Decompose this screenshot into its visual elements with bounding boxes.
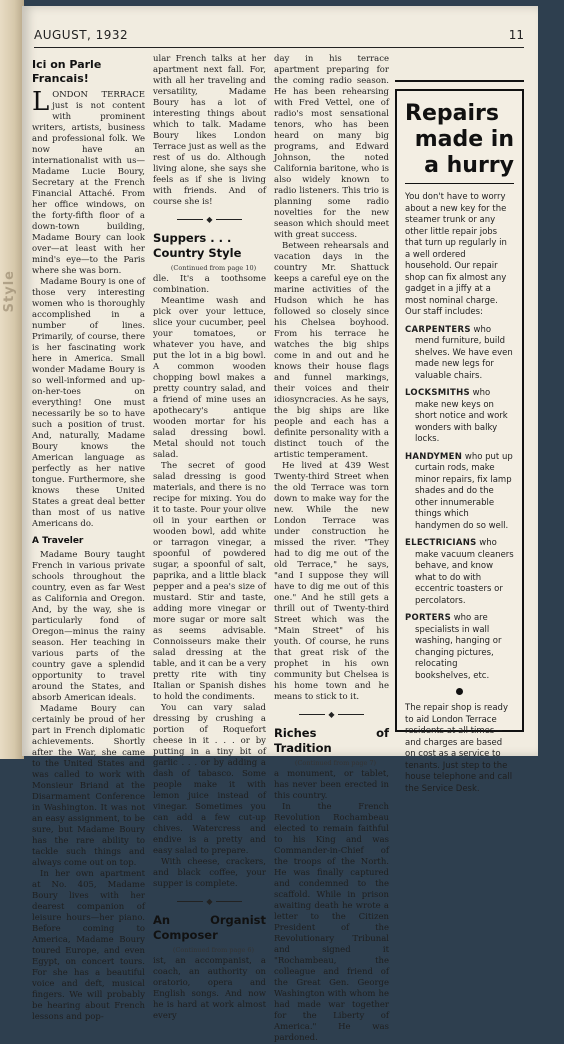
article-paragraph: Madame Boury taught French in various private schools throughout the country, even as far West as California and Oregon. And, by the way, she is particularly fond of Oregon—minus the rainy season. Her teaching in various parts of the country gave a splendid opportunity to travel around the States, and absorb American ideals. — [32, 550, 145, 703]
article-heading-riches: Riches of Tradition — [274, 726, 389, 755]
column-1 — [32, 54, 145, 1022]
article-paragraph: Madame Boury is one of those very interesting women who is thoroughly accomplished in a number of lines. Primarily, of course, there is her fascinating work here in America. Small wonder Madame Boury is so well-informed and up-on-her-toes on everything! One must necessarily be so to have such a position of trust. And, naturally, Madame Boury knows the American language as perfectly as her native tongue. Furthermore, she knows these United States a great deal better than most of us native Americans do. — [32, 277, 145, 529]
ad-intro: You don't have to worry about a new key for the steamer trunk or any other little repair jobs that turn up regularly in a well ordered household. Our repair shop can fix almost any gadget in a jiffy at a most nominal charge. Our staff includes: — [405, 192, 507, 317]
article-paragraph: ist, an accompanist, a coach, an authority on oratorio, opera and English songs. And now he is hard at work almost every — [153, 956, 266, 1021]
article-heading-ici-on-parle — [32, 58, 145, 86]
article-paragraph: You can vary salad dressing by crushing a portion of Roquefort cheese in it . . . or by putting in a tiny bit of garlic . . . or by adding a dash of tabasco. Some people make it with lemon juice instead of vinegar. Sometimes you can add a few cut-up chives. Watercress and endive is a pretty and easy salad to prepare. — [153, 703, 266, 856]
article-paragraph: dle. It's a toothsome combination. — [153, 274, 266, 295]
heading-line: Suppers . . . — [153, 231, 232, 245]
ad-title-line: made in — [414, 127, 514, 152]
article-heading-organist: An Organist Composer — [153, 913, 266, 942]
repairs-advertisement — [395, 89, 524, 794]
page-number: 11 — [508, 28, 524, 42]
ad-service-name: HANDYMEN — [405, 451, 463, 462]
page-header — [34, 18, 524, 46]
magazine-page — [22, 6, 538, 1043]
ad-service-item — [405, 538, 514, 607]
issue-date: AUGUST, 1932 — [34, 28, 129, 42]
spine-text: Style — [2, 270, 17, 313]
drop-cap: L — [32, 87, 50, 117]
ad-service-item — [405, 325, 514, 383]
ad-service-text: who make new keys on short notice and work wonders with balky locks. — [415, 388, 508, 444]
article-paragraph: With cheese, crackers, and black coffee, your supper is complete. — [153, 857, 266, 889]
ad-services-list — [405, 325, 514, 683]
continued-note: (Continued from page 6) — [172, 946, 255, 954]
ad-top-rule — [395, 80, 524, 82]
heading-line: Francais! — [32, 72, 89, 85]
article-paragraph — [32, 87, 145, 277]
ad-service-text: who put up curtain rods, make minor repairs, fix lamp shades and do the other innumerable things which handymen do so well. — [415, 451, 513, 531]
ad-service-name: PORTERS — [405, 613, 451, 623]
article-paragraph: Between rehearsals and vacation days in the country Mr. Shattuck keeps a careful eye on the marine activities of the Hudson which he has followed so closely since his Chelsea boyhood. From his terrace he watches the big ships come in and out and he knows their house flags and funnel markings, their voices and their idiosyncracies. As he says, the big ships are like people and each has a definite personality with a distinct touch of the artistic temperament. — [274, 241, 389, 460]
subheading-a-traveler: A Traveler — [32, 536, 84, 546]
section-ornament: ◆ — [153, 896, 266, 907]
ad-title-line: Repairs — [405, 101, 499, 126]
continued-note: (Continued from page 10) — [170, 264, 257, 272]
ad-service-name: ELECTRICIANS — [405, 538, 477, 548]
ad-title-rule — [405, 183, 514, 184]
article-paragraph: In her own apartment at No. 405, Madame Boury lives with her dearest companion of leisure hours—her piano. Before coming to America, Madame Boury toured Europe, and even Egypt, on concert tours. For she has a beautiful voice and deft, musical fingers. We will probably be hearing about French lessons and pop- — [32, 869, 145, 1022]
paragraph-text: ONDON TERRACE just is not content with prominent writers, artists, business and professional folk. We now have an internationalist with us—Madame Lucie Boury, Secretary at the French Financial Attaché. From her office windows, on the forty-fifth floor of a down-town building, Madame Boury can look over—at least with her mind's eye—to the Paris where she was born. — [32, 90, 145, 276]
binding-edge — [0, 0, 24, 759]
article-paragraph: In the French Revolution Rochambeau elected to remain faithful to his King and was Commander-in-Chief of the troops of the North. He was finally captured and condemned to the scaffold. While in prison awaiting death he wrote a letter to the Citizen President of the Revolutionary Tribunal and signed it "Rochambeau, the colleague and friend of the Great Gen. George Washington with whom he had made war together for the Liberty of America." He was pardoned. — [274, 802, 389, 1043]
continued-note: (Continued from page 7) — [294, 759, 377, 767]
ad-service-name: LOCKSMITHS — [405, 388, 470, 398]
article-paragraph: Madame Boury can certainly be proud of her part in French diplomatic achievements. Shortly after the War, she came to the United States and was called to work with Monsieur Briand at the Disarmament Conference in Washington. It was not an easy assignment, to be sure, but Madame Boury has the rare ability to tackle such things and always come out on top. — [32, 704, 145, 868]
ad-service-item — [405, 613, 514, 682]
ad-service-text: who make vacuum cleaners behave, and know what to do with eccentric toasters or percolators. — [415, 538, 514, 606]
ad-service-item — [405, 388, 514, 446]
article-paragraph: The secret of good salad dressing is good materials, and there is no recipe for mixing. You do it to taste. Pour your olive oil in your earthen or wooden bowl, add white or tarragon vinegar, a spoonful of powdered sugar, a spoonful of salt, paprika, and a little black pepper and a pea's size of mustard. Stir and taste, adding more vinegar or more sugar or more salt as seems advisable. Connoisseurs make their salad dressing at the table, and it can be a very pretty rite with tiny Italian or Spanish dishes to hold the condiments. — [153, 461, 266, 702]
section-ornament: ◆ — [274, 709, 389, 720]
ad-service-text: who are specialists in wall washing, hanging or changing pictures, relocating bookshelves, etc. — [415, 613, 502, 681]
heading-line: Ici on Parle — [32, 58, 102, 71]
ad-bullet-dot — [456, 688, 463, 695]
column-3 — [274, 54, 389, 1043]
column-2 — [153, 54, 266, 1021]
article-paragraph: Meantime wash and pick over your lettuce, slice your cucumber, peel your tomatoes, or whatever you have, and put the lot in a big bowl. A common wooden chopping bowl makes a pretty country salad, and a friend of mine uses an apothecary's antique wooden mortar for his salad dressing bowl. Metal should not touch salad. — [153, 296, 266, 460]
article-paragraph: a monument, or tablet, has never been erected in this country. — [274, 769, 389, 801]
ad-title-line: a hurry — [424, 153, 514, 178]
article-paragraph: day in his terrace apartment preparing for the coming radio season. He has been rehearsing with Fred Vettel, one of radio's most sensational tenors, who has been heard on many big programs, and Edward Johnson, the noted California baritone, who is also widely known to radio listeners. This trio is planning some radio novelties for the new season which should meet with great success. — [274, 54, 389, 240]
article-paragraph: ular French talks at her apartment next fall. For, with all her traveling and versatility, Madame Boury has a lot of interesting things about which to talk. Madame Boury likes London Terrace just as well as the rest of us do. Although living alone, she says she feels as if she is living with friends. And of course she is! — [153, 54, 266, 207]
header-rule — [34, 47, 524, 48]
ad-service-text: who mend furniture, build shelves. We have even made new legs for valuable chairs. — [415, 324, 513, 381]
ad-note: The repair shop is ready to aid London Terrace residents at all times—and charges are based on cost as a service to tenants. Just step to the house telephone and call the Service Desk. — [405, 703, 513, 794]
ad-service-item — [405, 452, 514, 533]
ad-service-name: CARPENTERS — [405, 324, 471, 335]
section-ornament: ◆ — [153, 214, 266, 225]
article-heading-suppers — [153, 231, 266, 261]
heading-line: Country Style — [153, 246, 242, 260]
article-paragraph: He lived at 439 West Twenty-third Street when the old Terrace was torn down to make way for the new. While the new London Terrace was under construction he missed the river. "They had to dig me out of the old Terrace," he says, "and I suppose they will have to dig me out of this one." And he still gets a thrill out of Twenty-third Street which was the "Main Street" of his youth. Of course, he runs that great risk of the prophet in his own community but Chelsea is his home town and he means to stick to it. — [274, 461, 389, 702]
